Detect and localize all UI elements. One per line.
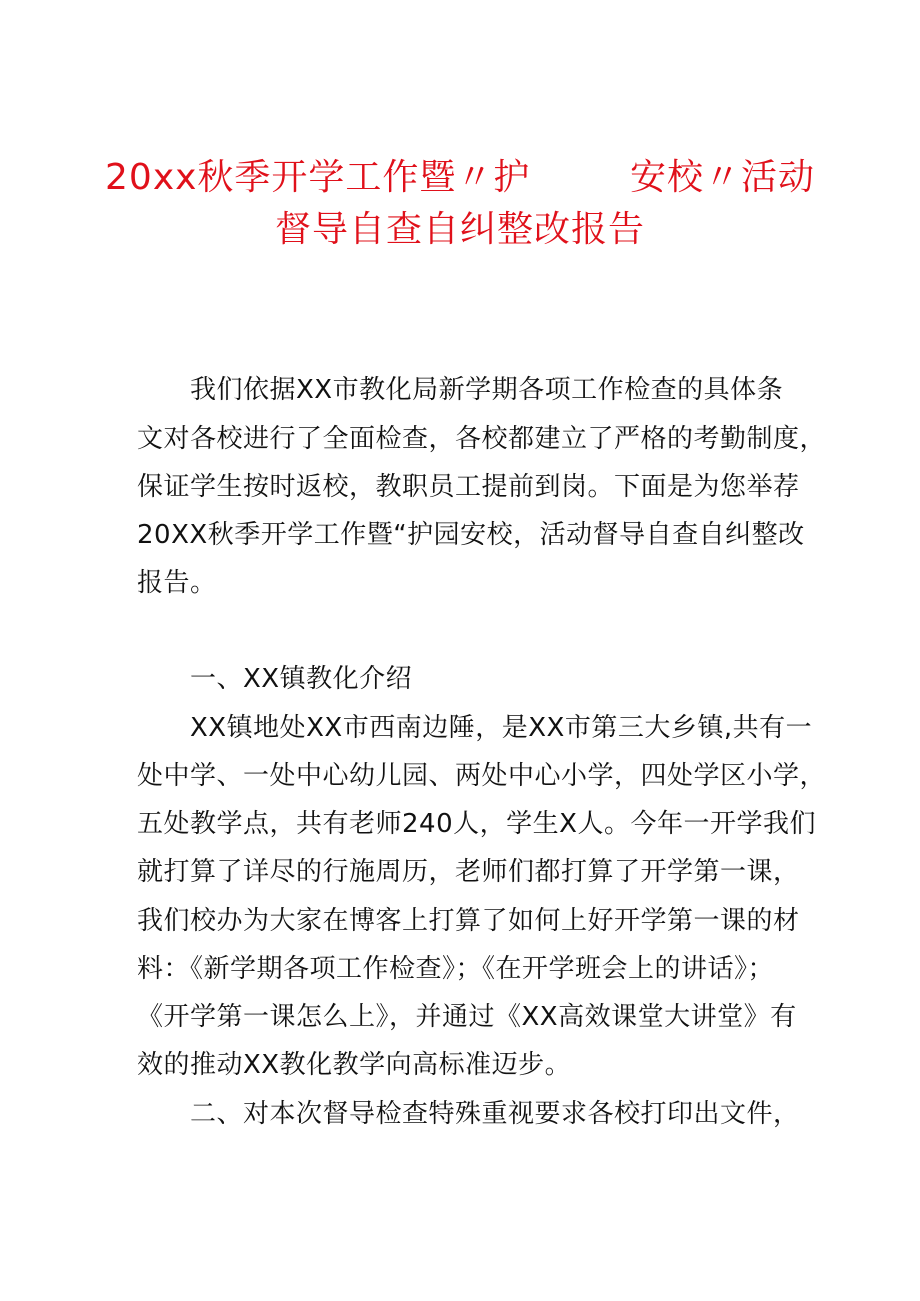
section-2-heading: 二、对本次督导检查特殊重视要求各校打印出文件， bbox=[190, 1099, 800, 1129]
section-1-heading: 一、XX镇教化介绍 bbox=[190, 664, 413, 694]
section-1-paragraph-line: 《开学第一课怎么上》，并通过《XX高效课堂大讲堂》有 bbox=[137, 1002, 797, 1032]
section-1-paragraph-line: 我们校办为大家在博客上打算了如何上好开学第一课的材 bbox=[137, 906, 800, 936]
section-1-paragraph-line: 五处教学点，共有老师240人，学生X人。今年一开学我们 bbox=[137, 809, 816, 839]
document-title-line-2: 督导自查自纠整改报告 bbox=[274, 209, 645, 250]
intro-paragraph-line: 20XX秋季开学工作暨“护园安校，活动督导自查自纠整改 bbox=[137, 520, 805, 550]
section-1-paragraph-line: XX镇地处XX市西南边陲，是XX市第三大乡镇,共有一 bbox=[190, 713, 813, 743]
intro-paragraph-line: 文对各校进行了全面检查，各校都建立了严格的考勤制度， bbox=[137, 424, 827, 454]
intro-paragraph-line: 我们依据XX市教化局新学期各项工作检查的具体条 bbox=[190, 375, 784, 405]
section-1-paragraph-line: 就打算了详尽的行施周历，老师们都打算了开学第一课， bbox=[137, 857, 800, 887]
section-1-paragraph-line: 效的推动XX教化教学向高标准迈步。 bbox=[137, 1050, 572, 1080]
section-1-paragraph-line: 处中学、一处中心幼儿园、两处中心小学，四处学区小学， bbox=[137, 761, 827, 791]
intro-paragraph-line: 保证学生按时返校，教职员工提前到岗。下面是为您举荐 bbox=[137, 472, 800, 502]
section-1-paragraph-line: 料：《新学期各项工作检查》；《在开学班会上的讲话》； bbox=[137, 954, 775, 984]
document-title-line-1: 20xx秋季开学工作暨〃护 安校〃活动 bbox=[105, 157, 815, 198]
intro-paragraph-line: 报告。 bbox=[137, 568, 217, 598]
